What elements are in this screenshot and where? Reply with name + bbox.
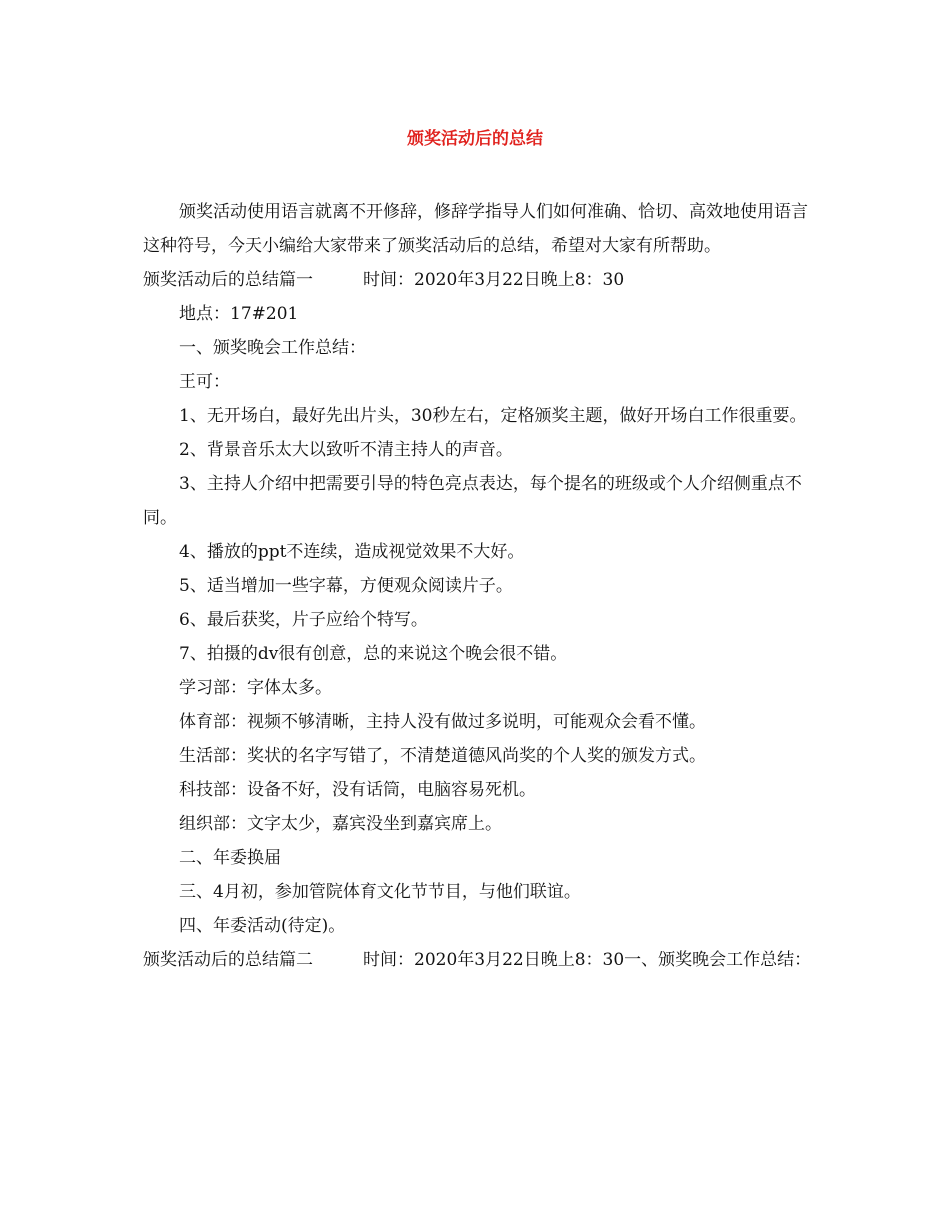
list-item: 1、无开场白，最好先出片头，30秒左右，定格颁奖主题，做好开场白工作很重要。 [179,406,807,426]
part2-heading: 颁奖活动后的总结篇二 [143,950,313,970]
document-body [143,195,813,977]
department-note: 学习部：字体太多。 [179,678,332,698]
part1-section3: 三、4月初，参加管院体育文化节节目，与他们联谊。 [179,882,581,902]
part1-heading-line [143,263,813,297]
document-title: 颁奖活动后的总结 [407,129,543,149]
list-item: 6、最后获奖，片子应给个特写。 [179,610,428,630]
part1-section2: 二、年委换届 [179,848,281,868]
part2-time: 时间：2020年3月22日晚上8：30一、颁奖晚会工作总结： [363,950,812,970]
department-note: 科技部：设备不好，没有话筒，电脑容易死机。 [179,780,536,800]
intro-paragraph: 颁奖活动使用语言就离不开修辞，修辞学指导人们如何准确、恰切、高效地使用语言这种符号，今天小编给大家带来了颁奖活动后的总结，希望对大家有所帮助。 [143,202,808,256]
list-item: 3、主持人介绍中把需要引导的特色亮点表达，每个提名的班级或个人介绍侧重点不同。 [143,474,802,528]
list-item: 7、拍摄的dv很有创意，总的来说这个晚会很不错。 [179,644,568,664]
department-note: 组织部：文字太少，嘉宾没坐到嘉宾席上。 [179,814,502,834]
list-item: 5、适当增加一些字幕，方便观众阅读片子。 [179,576,513,596]
part1-section1: 一、颁奖晚会工作总结： [179,338,366,358]
department-note: 体育部：视频不够清晰，主持人没有做过多说明，可能观众会看不懂。 [179,712,706,732]
part2-heading-line [143,943,813,977]
part1-time: 时间：2020年3月22日晚上8：30 [363,270,625,290]
list-item: 4、播放的ppt不连续，造成视觉效果不大好。 [179,542,525,562]
part1-section4: 四、年委活动(待定)。 [179,916,346,936]
department-note: 生活部：奖状的名字写错了，不清楚道德风尚奖的个人奖的颁发方式。 [179,746,706,766]
part1-speaker: 王可： [179,372,230,392]
list-item: 2、背景音乐太大以致听不清主持人的声音。 [179,440,513,460]
part1-place: 地点：17#201 [179,304,299,324]
part1-heading: 颁奖活动后的总结篇一 [143,270,313,290]
